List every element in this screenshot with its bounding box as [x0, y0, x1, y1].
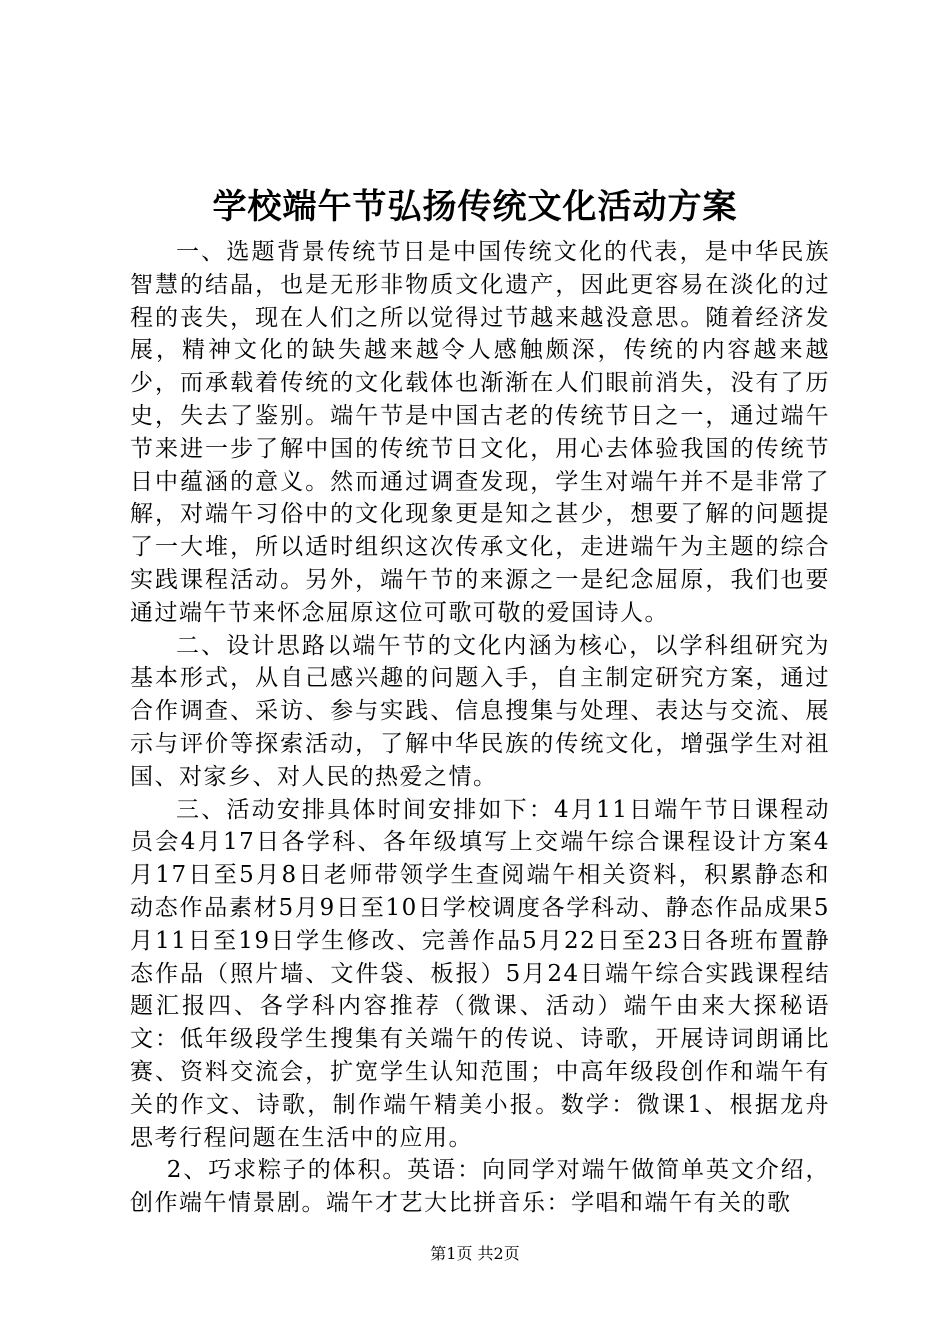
paragraph-schedule: 三、活动安排具体时间安排如下：4月11日端午节日课程动员会4月17日各学科、各年级填写上交端午综合课程设计方案4月17日至5月8日老师带领学生查阅端午相关资料，积累静态和动态作品素材5月9日至10日学校调度各学科动、静态作品成果5月11日至19日学生修改、完善作品5月22日至23日各班布置静态作品（照片墙、文件袋、板报）5月24日端午综合实践课程结题汇报四、各学科内容推荐（微课、活动）端午由来大探秘语文：低年级段学生搜集有关端午的传说、诗歌，开展诗词朗诵比赛、资料交流会，扩宽学生认知范围；中高年级段创作和端午有关的作文、诗歌，制作端午精美小报。数学：微课1、根据龙舟思考行程问题在生活中的应用。	[130, 796, 830, 1151]
document-title: 学校端午节弘扬传统文化活动方案	[212, 187, 738, 227]
paragraph-activities: 2、巧求粽子的体积。英语：向同学对端午做简单英文介绍，创作端午情景剧。端午才艺大比拼音乐：学唱和端午有关的歌	[130, 1157, 830, 1217]
paragraph-design: 二、设计思路以端午节的文化内涵为核心，以学科组研究为基本形式，从自己感兴趣的问题入手，自主制定研究方案，通过合作调查、采访、参与实践、信息搜集与处理、表达与交流、展示与评价等探索活动，了解中华民族的传统文化，增强学生对祖国、对家乡、对人民的热爱之情。	[130, 632, 830, 790]
document-body	[130, 236, 830, 1220]
page-number-footer: 第1页 共2页	[430, 1244, 520, 1263]
paragraph-background: 一、选题背景传统节日是中国传统文化的代表，是中华民族智慧的结晶，也是无形非物质文化遗产，因此更容易在淡化的过程的丧失，现在人们之所以觉得过节越来越没意思。随着经济发展，精神文化的缺失越来越令人感触颇深，传统的内容越来越少，而承载着传统的文化载体也渐渐在人们眼前消失，没有了历史，失去了鉴别。端午节是中国古老的传统节日之一，通过端午节来进一步了解中国的传统节日文化，用心去体验我国的传统节日中蕴涵的意义。然而通过调查发现，学生对端午并不是非常了解，对端午习俗中的文化现象更是知之甚少，想要了解的问题提了一大堆，所以适时组织这次传承文化，走进端午为主题的综合实践课程活动。另外，端午节的来源之一是纪念屈原，我们也要通过端午节来怀念屈原这位可歌可敬的爱国诗人。	[130, 239, 830, 626]
